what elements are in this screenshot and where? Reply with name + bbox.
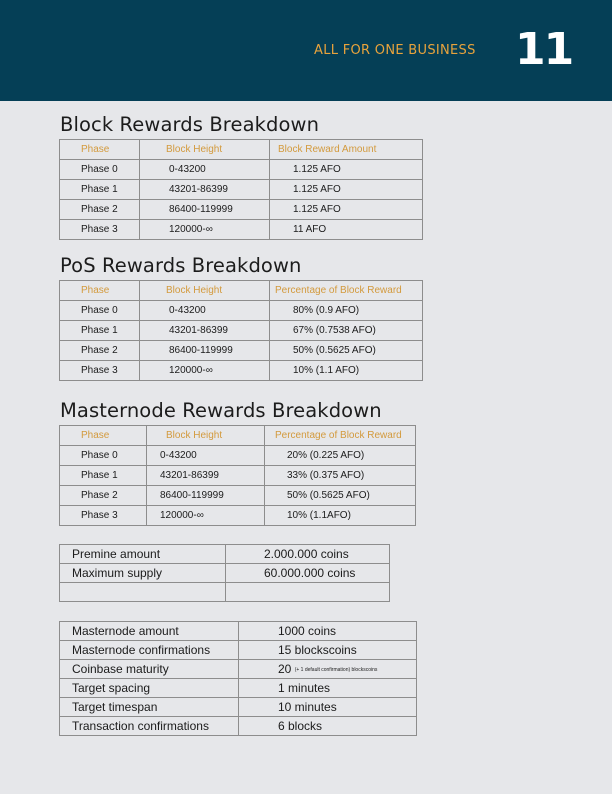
table-cell: 2.000.000 coins [226,545,390,564]
table-header-row [60,140,423,160]
table-cell: 1.125 AFO [270,180,423,200]
table-cell [226,583,390,602]
coinbase-maturity-note: (+ 1 default confirmation) blockscoins [294,666,378,673]
table-cell: 0-43200 [147,446,265,466]
pos-rewards-title: PoS Rewards Breakdown [60,254,302,277]
column-header: Phase [60,281,140,301]
table-cell: 86400-119999 [147,486,265,506]
table-cell [239,660,417,679]
column-header: Phase [60,140,140,160]
table-cell: Phase 0 [60,160,140,180]
table-cell: Phase 3 [60,506,147,526]
table-row [60,466,416,486]
table-cell: Phase 0 [60,446,147,466]
table-cell: 33% (0.375 AFO) [265,466,416,486]
brand-name: ALL FOR ONE BUSINESS [314,43,476,58]
column-header: Percentage of Block Reward [270,281,423,301]
table-row [60,301,423,321]
pos-rewards-table [59,280,423,381]
table-cell: 120000-∞ [140,361,270,381]
table-cell: Target spacing [60,679,239,698]
table-row [60,361,423,381]
table-cell: 80% (0.9 AFO) [270,301,423,321]
table-cell: 1000 coins [239,622,417,641]
table-row [60,545,390,564]
coinbase-maturity-value: 20 [278,662,292,676]
table-cell: Coinbase maturity [60,660,239,679]
table-cell: 6 blocks [239,717,417,736]
table-row [60,622,417,641]
table-cell: Phase 1 [60,321,140,341]
table-cell: 10% (1.1AFO) [265,506,416,526]
table-row [60,200,423,220]
table-cell: 43201-86399 [140,321,270,341]
table-cell: 1.125 AFO [270,160,423,180]
table-cell: 0-43200 [140,160,270,180]
table-cell: 10% (1.1 AFO) [270,361,423,381]
table-cell: 50% (0.5625 AFO) [265,486,416,506]
page-number: 11 [515,24,573,75]
table-cell: 86400-119999 [140,341,270,361]
table-cell: Masternode amount [60,622,239,641]
table-cell: Phase 2 [60,200,140,220]
table-cell: Phase 2 [60,341,140,361]
table-cell: Maximum supply [60,564,226,583]
table-cell: 86400-119999 [140,200,270,220]
column-header: Phase [60,426,147,446]
table-cell: 43201-86399 [140,180,270,200]
table-row [60,717,417,736]
column-header: Percentage of Block Reward [265,426,416,446]
table-row [60,180,423,200]
table-cell: 120000-∞ [147,506,265,526]
block-rewards-title: Block Rewards Breakdown [60,113,320,136]
table-cell: Phase 1 [60,466,147,486]
table-cell: Premine amount [60,545,226,564]
masternode-rewards-title: Masternode Rewards Breakdown [60,399,382,422]
table-row [60,679,417,698]
page-header [0,0,612,101]
table-row [60,341,423,361]
table-row [60,220,423,240]
table-row [60,641,417,660]
table-cell: Target timespan [60,698,239,717]
table-row [60,446,416,466]
table-cell: 1.125 AFO [270,200,423,220]
table-cell: 0-43200 [140,301,270,321]
table-cell: 10 minutes [239,698,417,717]
table-row [60,698,417,717]
table-cell: Transaction confirmations [60,717,239,736]
table-cell: 120000-∞ [140,220,270,240]
table-cell: Phase 0 [60,301,140,321]
block-rewards-table [59,139,423,240]
column-header: Block Height [140,281,270,301]
table-row [60,564,390,583]
table-header-row [60,426,416,446]
table-cell: Phase 1 [60,180,140,200]
column-header: Block Reward Amount [270,140,423,160]
table-row [60,486,416,506]
table-cell: 67% (0.7538 AFO) [270,321,423,341]
table-cell: 1 minutes [239,679,417,698]
specs-table [59,621,417,736]
table-row [60,660,417,679]
table-row [60,321,423,341]
table-cell: Phase 3 [60,361,140,381]
table-cell: 15 blockscoins [239,641,417,660]
table-cell: 50% (0.5625 AFO) [270,341,423,361]
table-cell: 43201-86399 [147,466,265,486]
masternode-rewards-table [59,425,416,526]
table-header-row [60,281,423,301]
supply-table [59,544,390,602]
table-row [60,160,423,180]
table-cell: Masternode confirmations [60,641,239,660]
table-cell [60,583,226,602]
table-cell: 11 AFO [270,220,423,240]
table-cell: 60.000.000 coins [226,564,390,583]
table-row [60,506,416,526]
table-cell: Phase 3 [60,220,140,240]
column-header: Block Height [140,140,270,160]
column-header: Block Height [147,426,265,446]
table-cell: Phase 2 [60,486,147,506]
table-cell: 20% (0.225 AFO) [265,446,416,466]
table-row [60,583,390,602]
